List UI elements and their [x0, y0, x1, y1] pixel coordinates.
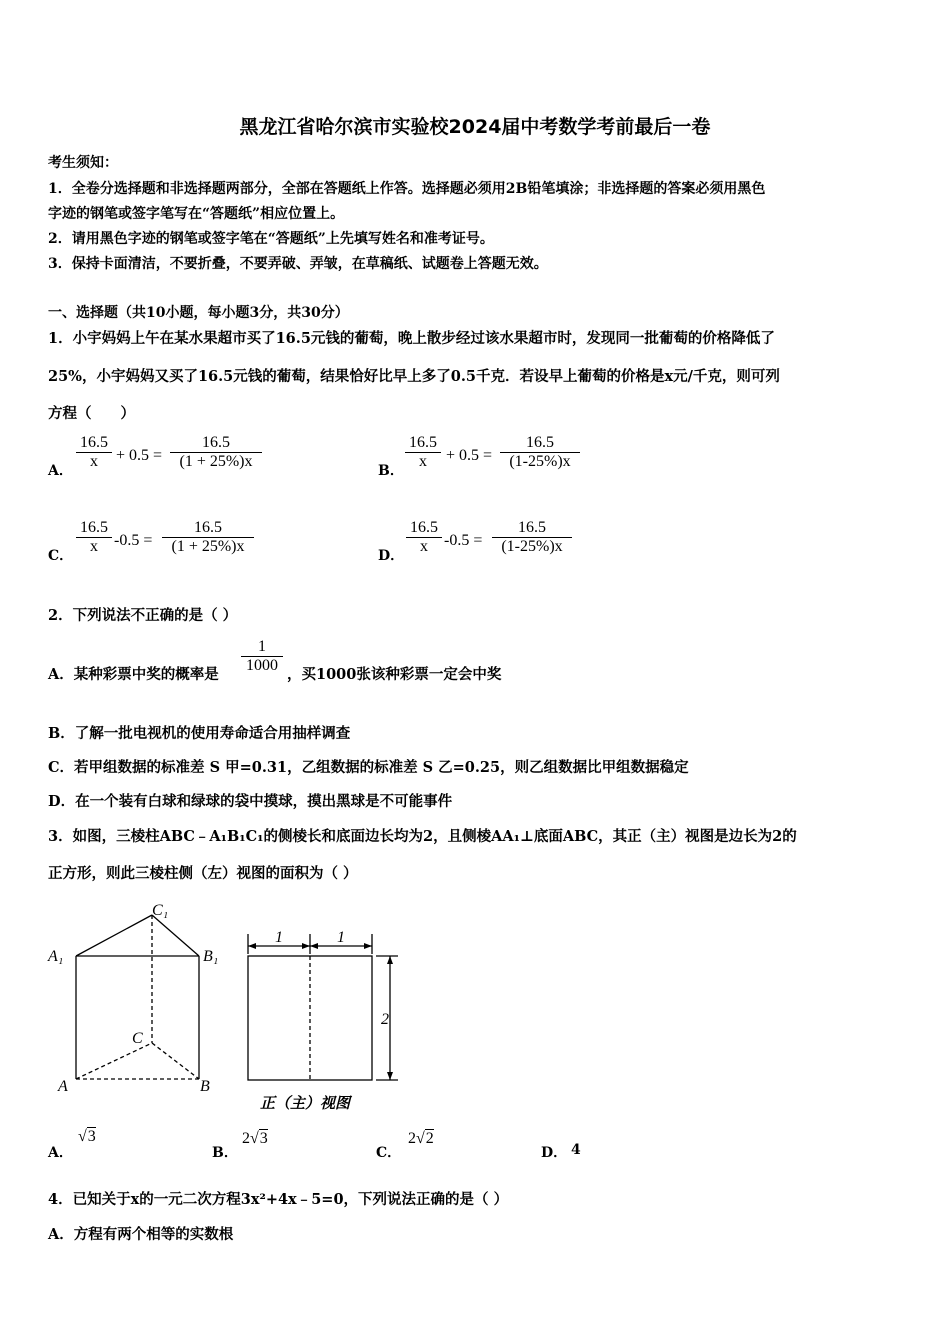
q1-line-3: 方程（ ） [48, 405, 135, 422]
label-b: B [200, 1078, 210, 1095]
option-letter: C． [376, 1145, 402, 1161]
prism-figure [40, 895, 240, 1100]
option-letter: A． [48, 463, 73, 479]
label-b1: B₁ [203, 948, 219, 965]
q2-option-a-text: A．某种彩票中奖的概率是 [48, 666, 219, 683]
operator: -0.5 = [444, 532, 483, 549]
notice-heading: 考生须知： [48, 155, 118, 171]
q4-option-a[interactable]: A．方程有两个相等的实数根 [48, 1226, 234, 1243]
fraction-right: 16.5 (1-25%)x [492, 519, 572, 556]
option-letter: D． [541, 1145, 568, 1161]
notice-line-1b: 字迹的钢笔或签字笔写在“答题纸”相应位置上。 [48, 206, 345, 222]
fraction-right: 16.5 (1-25%)x [500, 434, 580, 471]
sqrt-expression: 2√3 [242, 1130, 268, 1147]
fraction-left: 16.5 x [406, 519, 442, 556]
q1-line-1: 1．小宇妈妈上午在某水果超市买了16.5元钱的葡萄，晚上散步经过该水果超市时，发现同一批葡萄的价格降低了 [48, 330, 775, 347]
dim-width-1: 1 [275, 929, 283, 946]
page-title: 黑龙江省哈尔滨市实验校2024届中考数学考前最后一卷 [239, 116, 711, 138]
front-view-caption: 正（主）视图 [260, 1094, 351, 1112]
dim-width-2: 1 [337, 929, 345, 946]
option-letter: D． [378, 548, 405, 564]
fraction-right: 16.5 (1 + 25%)x [170, 434, 262, 471]
notice-line-2: 2．请用黑色字迹的钢笔或签字笔在“答题纸”上先填写姓名和准考证号。 [48, 231, 494, 247]
q3-line-1: 3．如图，三棱柱ABC﹣A₁B₁C₁的侧棱长和底面边长均为2，且侧棱AA₁⊥底面ABC，其正（主）视图是边长为2的 [48, 828, 797, 845]
q3-line-2: 正方形，则此三棱柱侧（左）视图的面积为（ ） [48, 865, 358, 882]
q2-option-b[interactable]: B．了解一批电视机的使用寿命适合用抽样调查 [48, 725, 351, 742]
option-letter: B． [378, 463, 404, 479]
label-c: C [132, 1030, 143, 1047]
sqrt-expression: 2√2 [408, 1130, 434, 1147]
fraction: 1 1000 [241, 638, 283, 675]
front-view-figure [240, 920, 410, 1120]
q1-line-2: 25%，小宇妈妈又买了16.5元钱的葡萄，结果恰好比早上多了0.5千克．若设早上葡萄的价格是x元/千克，则可列 [48, 368, 780, 385]
fraction-left: 16.5 x [76, 519, 112, 556]
q2-stem: 2．下列说法不正确的是（ ） [48, 607, 238, 624]
fraction-left: 16.5 x [76, 434, 112, 471]
operator: + 0.5 = [116, 447, 163, 464]
operator: -0.5 = [114, 532, 153, 549]
option-value: 4 [571, 1142, 581, 1158]
q2-option-d[interactable]: D．在一个装有白球和绿球的袋中摸球，摸出黑球是不可能事件 [48, 793, 453, 810]
label-c1: C₁ [152, 902, 169, 919]
fraction-left: 16.5 x [405, 434, 441, 471]
q4-stem: 4．已知关于x的一元二次方程3x²+4x﹣5=0，下列说法正确的是（ ） [48, 1191, 509, 1208]
fraction-right: 16.5 (1 + 25%)x [162, 519, 254, 556]
section-heading: 一、选择题（共10小题，每小题3分，共30分） [48, 305, 349, 321]
label-a: A [58, 1078, 68, 1095]
option-letter: B． [212, 1145, 238, 1161]
dim-height: 2 [381, 1011, 389, 1028]
label-a1: A₁ [48, 948, 64, 965]
notice-line-1a: 1．全卷分选择题和非选择题两部分，全部在答题纸上作答。选择题必须用2B铅笔填涂；非选择题的答案必须用黑色 [48, 181, 766, 197]
q2-option-c[interactable]: C．若甲组数据的标准差 S 甲=0.31，乙组数据的标准差 S 乙=0.25，则乙组数据比甲组数据稳定 [48, 759, 689, 776]
operator: + 0.5 = [446, 447, 493, 464]
notice-line-3: 3．保持卡面清洁，不要折叠，不要弄破、弄皱，在草稿纸、试题卷上答题无效。 [48, 256, 548, 272]
option-letter: A． [48, 1145, 73, 1161]
option-letter: C． [48, 548, 74, 564]
sqrt-expression: √3 [78, 1128, 96, 1145]
q2-option-a-tail: ，买1000张该种彩票一定会中奖 [287, 666, 502, 683]
